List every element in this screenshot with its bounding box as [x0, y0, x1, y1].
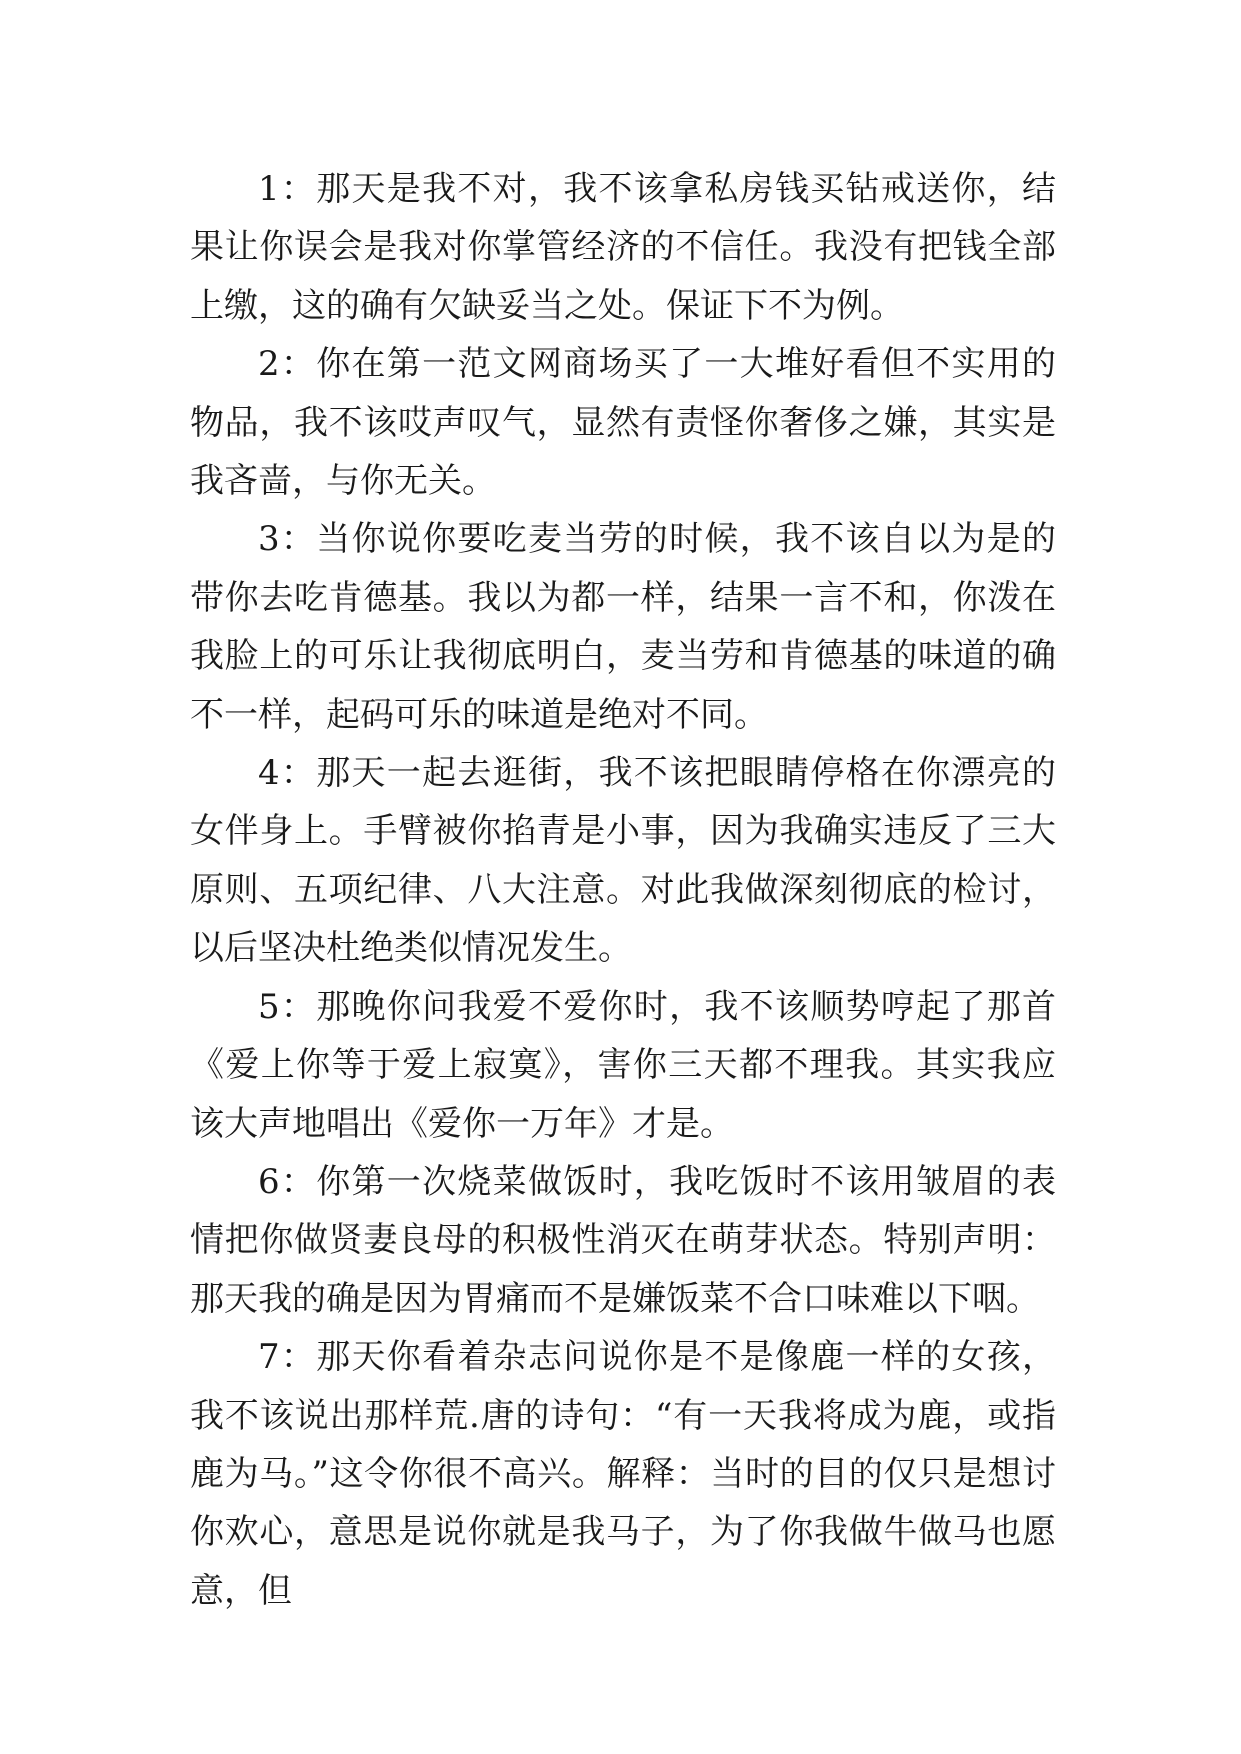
paragraph-3: 3：当你说你要吃麦当劳的时候，我不该自以为是的带你去吃肯德基。我以为都一样，结果一言不和，你泼在我脸上的可乐让我彻底明白，麦当劳和肯德基的味道的确不一样，起码可乐的味道是绝对不同。	[190, 519, 1056, 735]
paragraph-1: 1：那天是我不对，我不该拿私房钱买钻戒送你，结果让你误会是我对你掌管经济的不信任。我没有把钱全部上缴，这的确有欠缺妥当之处。保证下不为例。	[190, 169, 1056, 326]
paragraph-7: 7：那天你看着杂志问说你是不是像鹿一样的女孩，我不该说出那样荒.唐的诗句：“有一天我将成为鹿，或指鹿为马。”这令你很不高兴。解释：当时的目的仅只是想讨你欢心，意思是说你就是我马子，为了你我做牛做马也愿意，但	[190, 1337, 1056, 1611]
paragraph-2: 2：你在第一范文网商场买了一大堆好看但不实用的物品，我不该哎声叹气，显然有责怪你奢侈之嫌，其实是我吝啬，与你无关。	[190, 344, 1056, 502]
paragraph-6: 6：你第一次烧菜做饭时，我吃饭时不该用皱眉的表情把你做贤妻良母的积极性消灭在萌芽状态。特别声明：那天我的确是因为胃痛而不是嫌饭菜不合口味难以下咽。	[190, 1161, 1056, 1319]
paragraph-4: 4：那天一起去逛街，我不该把眼睛停格在你漂亮的女伴身上。手臂被你掐青是小事，因为我确实违反了三大原则、五项纪律、八大注意。对此我做深刻彻底的检讨，以后坚决杜绝类似情况发生。	[190, 753, 1056, 969]
document-body	[190, 160, 1056, 1620]
paragraph-5: 5：那晚你问我爱不爱你时，我不该顺势哼起了那首《爱上你等于爱上寂寞》，害你三天都不理我。其实我应该大声地唱出《爱你一万年》才是。	[190, 986, 1056, 1144]
